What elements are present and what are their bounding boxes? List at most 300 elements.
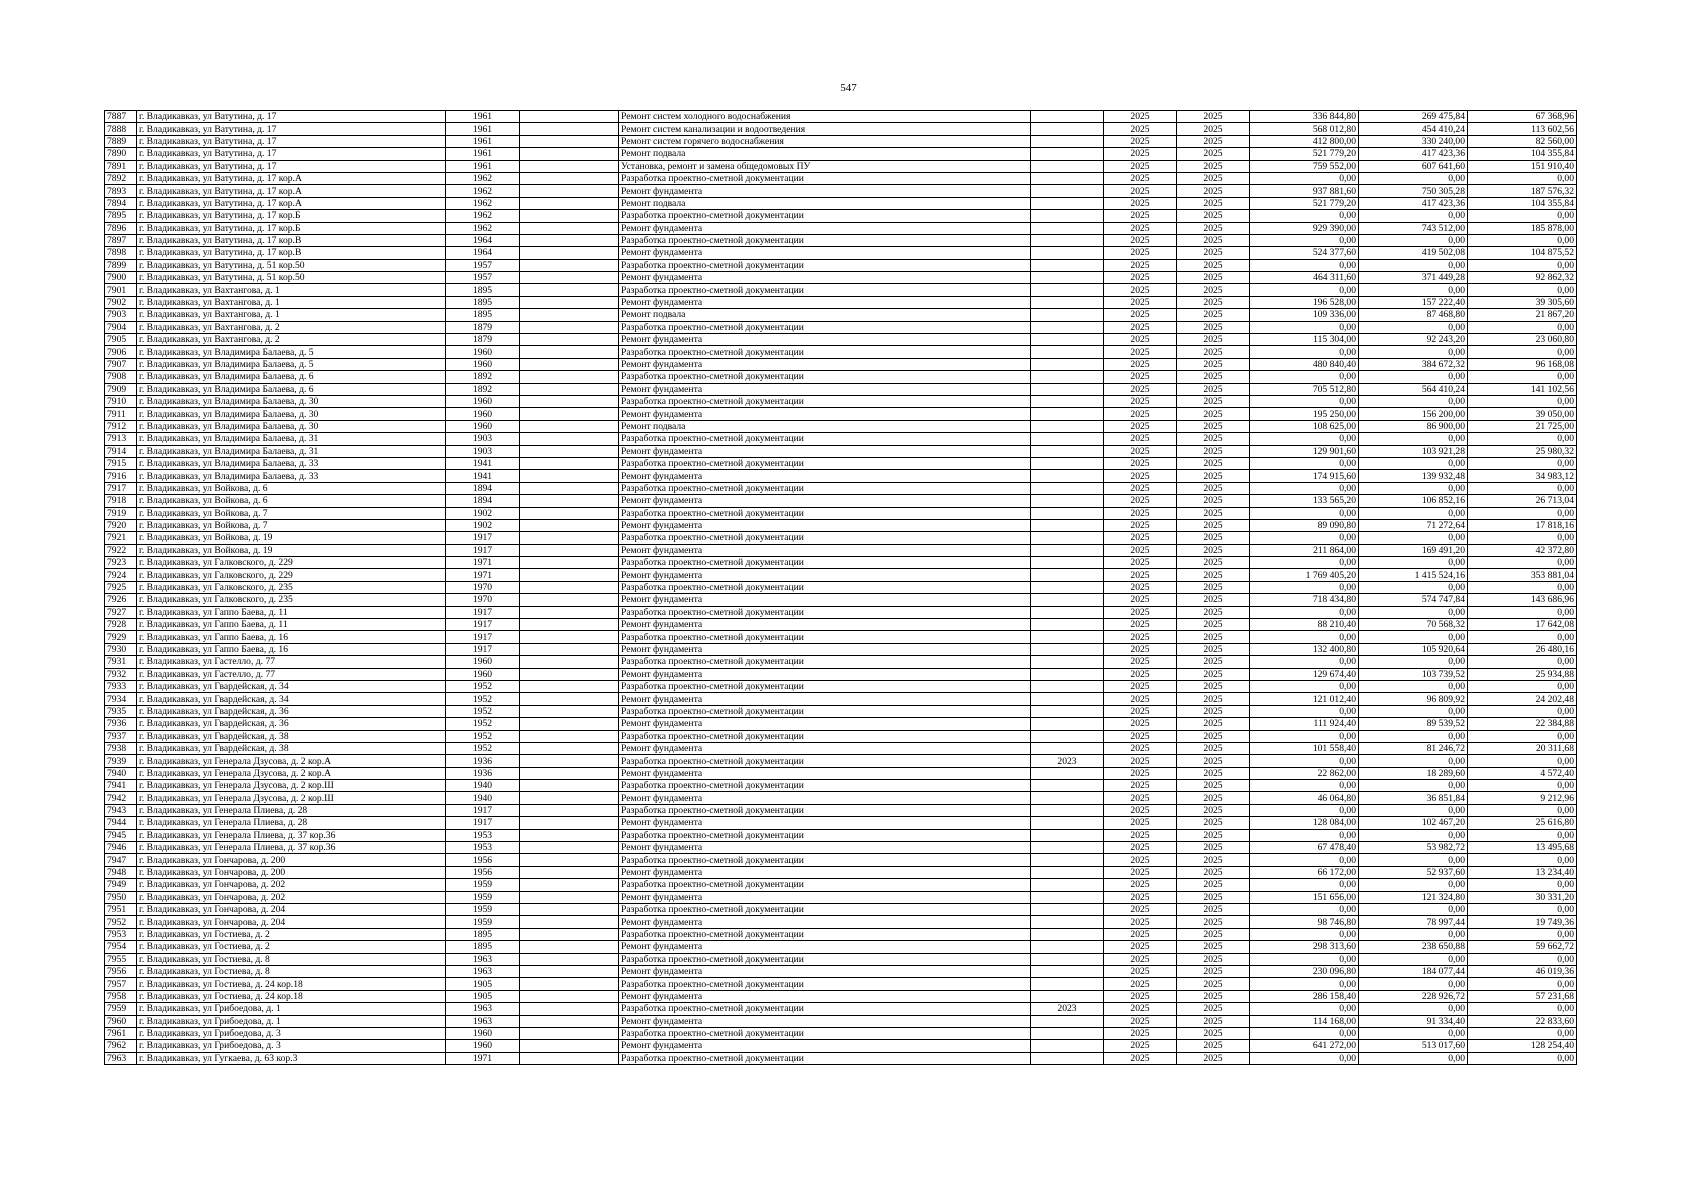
empty-cell [520,879,619,891]
end-year-cell: 2025 [1177,656,1250,668]
table-row [105,185,1577,197]
owner-cost-cell: 0,00 [1468,1003,1577,1015]
fund-cost-cell: 750 305,28 [1359,185,1468,197]
work-type-cell: Ремонт фундамента [619,643,1031,655]
owner-cost-cell: 24 202,48 [1468,693,1577,705]
end-year-cell: 2025 [1177,309,1250,321]
end-year-cell: 2025 [1177,495,1250,507]
address-cell: г. Владикавказ, ул Гостиева, д. 8 [137,953,446,965]
empty-cell [520,148,619,160]
build-year-cell: 1895 [446,928,520,940]
row-number: 7946 [105,842,137,854]
owner-cost-cell: 34 983,12 [1468,470,1577,482]
end-year-cell: 2025 [1177,296,1250,308]
address-cell: г. Владикавказ, ул Грибоедова, д. 1 [137,1015,446,1027]
start-year-cell: 2025 [1104,457,1177,469]
row-number: 7955 [105,953,137,965]
build-year-cell: 1960 [446,668,520,680]
start-year-cell: 2025 [1104,643,1177,655]
row-number: 7934 [105,693,137,705]
row-number: 7917 [105,482,137,494]
plan-year-cell [1031,222,1104,234]
fund-cost-cell: 0,00 [1359,680,1468,692]
table-row [105,247,1577,259]
end-year-cell: 2025 [1177,829,1250,841]
end-year-cell: 2025 [1177,247,1250,259]
plan-year-cell [1031,619,1104,631]
plan-year-cell [1031,519,1104,531]
owner-cost-cell: 143 686,96 [1468,594,1577,606]
fund-cost-cell: 564 410,24 [1359,383,1468,395]
work-type-cell: Ремонт фундамента [619,408,1031,420]
plan-year-cell: 2023 [1031,1003,1104,1015]
work-type-cell: Разработка проектно-сметной документации [619,953,1031,965]
fund-cost-cell: 71 272,64 [1359,519,1468,531]
total-cost-cell: 111 924,40 [1250,718,1359,730]
fund-cost-cell: 81 246,72 [1359,742,1468,754]
empty-cell [520,953,619,965]
fund-cost-cell: 0,00 [1359,172,1468,184]
address-cell: г. Владикавказ, ул Гвардейская, д. 34 [137,693,446,705]
fund-cost-cell: 371 449,28 [1359,272,1468,284]
total-cost-cell: 521 779,20 [1250,197,1359,209]
empty-cell [520,495,619,507]
empty-cell [520,111,619,123]
build-year-cell: 1879 [446,321,520,333]
end-year-cell: 2025 [1177,346,1250,358]
table-row [105,817,1577,829]
work-type-cell: Разработка проектно-сметной документации [619,395,1031,407]
owner-cost-cell: 30 331,20 [1468,891,1577,903]
row-number: 7945 [105,829,137,841]
address-cell: г. Владикавказ, ул Ватутина, д. 17 кор.Б [137,210,446,222]
start-year-cell: 2025 [1104,111,1177,123]
start-year-cell: 2025 [1104,804,1177,816]
owner-cost-cell: 0,00 [1468,259,1577,271]
work-type-cell: Ремонт фундамента [619,569,1031,581]
owner-cost-cell: 141 102,56 [1468,383,1577,395]
plan-year-cell [1031,718,1104,730]
end-year-cell: 2025 [1177,420,1250,432]
row-number: 7929 [105,631,137,643]
row-number: 7952 [105,916,137,928]
build-year-cell: 1895 [446,296,520,308]
plan-year-cell [1031,457,1104,469]
build-year-cell: 1941 [446,470,520,482]
work-type-cell: Разработка проектно-сметной документации [619,755,1031,767]
start-year-cell: 2025 [1104,296,1177,308]
total-cost-cell: 0,00 [1250,433,1359,445]
address-cell: г. Владикавказ, ул Гастелло, д. 77 [137,656,446,668]
work-type-cell: Разработка проектно-сметной документации [619,457,1031,469]
end-year-cell: 2025 [1177,222,1250,234]
end-year-cell: 2025 [1177,928,1250,940]
plan-year-cell [1031,817,1104,829]
owner-cost-cell: 0,00 [1468,371,1577,383]
fund-cost-cell: 0,00 [1359,804,1468,816]
plan-year-cell [1031,866,1104,878]
start-year-cell: 2025 [1104,420,1177,432]
build-year-cell: 1959 [446,879,520,891]
build-year-cell: 1961 [446,148,520,160]
row-number: 7931 [105,656,137,668]
start-year-cell: 2025 [1104,247,1177,259]
build-year-cell: 1952 [446,742,520,754]
total-cost-cell: 0,00 [1250,557,1359,569]
empty-cell [520,222,619,234]
build-year-cell: 1960 [446,1040,520,1052]
work-type-cell: Ремонт фундамента [619,792,1031,804]
empty-cell [520,891,619,903]
total-cost-cell: 211 864,00 [1250,544,1359,556]
fund-cost-cell: 1 415 524,16 [1359,569,1468,581]
empty-cell [520,309,619,321]
owner-cost-cell: 0,00 [1468,346,1577,358]
start-year-cell: 2025 [1104,656,1177,668]
start-year-cell: 2025 [1104,569,1177,581]
fund-cost-cell: 0,00 [1359,532,1468,544]
build-year-cell: 1917 [446,804,520,816]
row-number: 7896 [105,222,137,234]
empty-cell [520,321,619,333]
address-cell: г. Владикавказ, ул Владимира Балаева, д. 5 [137,346,446,358]
empty-cell [520,507,619,519]
plan-year-cell [1031,185,1104,197]
empty-cell [520,656,619,668]
empty-cell [520,594,619,606]
build-year-cell: 1960 [446,1027,520,1039]
total-cost-cell: 129 901,60 [1250,445,1359,457]
plan-year-cell [1031,445,1104,457]
start-year-cell: 2025 [1104,792,1177,804]
work-type-cell: Разработка проектно-сметной документации [619,532,1031,544]
table-row [105,272,1577,284]
row-number: 7889 [105,135,137,147]
plan-year-cell [1031,247,1104,259]
end-year-cell: 2025 [1177,557,1250,569]
empty-cell [520,1015,619,1027]
build-year-cell: 1952 [446,680,520,692]
start-year-cell: 2025 [1104,433,1177,445]
table-row [105,172,1577,184]
fund-cost-cell: 0,00 [1359,482,1468,494]
plan-year-cell [1031,879,1104,891]
total-cost-cell: 0,00 [1250,234,1359,246]
total-cost-cell: 101 558,40 [1250,742,1359,754]
fund-cost-cell: 0,00 [1359,705,1468,717]
total-cost-cell: 336 844,80 [1250,111,1359,123]
row-number: 7914 [105,445,137,457]
owner-cost-cell: 42 372,80 [1468,544,1577,556]
fund-cost-cell: 0,00 [1359,284,1468,296]
fund-cost-cell: 0,00 [1359,234,1468,246]
build-year-cell: 1917 [446,544,520,556]
empty-cell [520,730,619,742]
build-year-cell: 1917 [446,532,520,544]
row-number: 7958 [105,990,137,1002]
table-row [105,457,1577,469]
work-type-cell: Разработка проектно-сметной документации [619,581,1031,593]
fund-cost-cell: 102 467,20 [1359,817,1468,829]
owner-cost-cell: 0,00 [1468,1027,1577,1039]
fund-cost-cell: 0,00 [1359,395,1468,407]
address-cell: г. Владикавказ, ул Владимира Балаева, д. 30 [137,395,446,407]
empty-cell [520,210,619,222]
work-type-cell: Ремонт фундамента [619,742,1031,754]
owner-cost-cell: 25 616,80 [1468,817,1577,829]
plan-year-cell [1031,854,1104,866]
build-year-cell: 1960 [446,420,520,432]
owner-cost-cell: 0,00 [1468,780,1577,792]
total-cost-cell: 412 800,00 [1250,135,1359,147]
total-cost-cell: 0,00 [1250,680,1359,692]
end-year-cell: 2025 [1177,172,1250,184]
plan-year-cell [1031,532,1104,544]
build-year-cell: 1905 [446,990,520,1002]
start-year-cell: 2025 [1104,371,1177,383]
build-year-cell: 1957 [446,272,520,284]
build-year-cell: 1960 [446,656,520,668]
empty-cell [520,792,619,804]
start-year-cell: 2025 [1104,383,1177,395]
address-cell: г. Владикавказ, ул Гаппо Баева, д. 16 [137,643,446,655]
end-year-cell: 2025 [1177,358,1250,370]
fund-cost-cell: 53 982,72 [1359,842,1468,854]
work-type-cell: Ремонт систем горячего водоснабжения [619,135,1031,147]
owner-cost-cell: 0,00 [1468,978,1577,990]
owner-cost-cell: 113 602,56 [1468,123,1577,135]
plan-year-cell [1031,1027,1104,1039]
total-cost-cell: 121 012,40 [1250,693,1359,705]
total-cost-cell: 0,00 [1250,854,1359,866]
owner-cost-cell: 82 560,00 [1468,135,1577,147]
address-cell: г. Владикавказ, ул Грибоедова, д. 3 [137,1027,446,1039]
build-year-cell: 1902 [446,519,520,531]
empty-cell [520,234,619,246]
row-number: 7887 [105,111,137,123]
empty-cell [520,631,619,643]
row-number: 7911 [105,408,137,420]
start-year-cell: 2025 [1104,718,1177,730]
row-number: 7912 [105,420,137,432]
plan-year-cell [1031,197,1104,209]
empty-cell [520,817,619,829]
work-type-cell: Разработка проектно-сметной документации [619,904,1031,916]
table-row [105,978,1577,990]
end-year-cell: 2025 [1177,482,1250,494]
table-row [105,569,1577,581]
table-row [105,346,1577,358]
table-row [105,420,1577,432]
plan-year-cell [1031,1015,1104,1027]
owner-cost-cell: 0,00 [1468,234,1577,246]
start-year-cell: 2025 [1104,668,1177,680]
work-type-cell: Разработка проектно-сметной документации [619,321,1031,333]
row-number: 7960 [105,1015,137,1027]
build-year-cell: 1894 [446,495,520,507]
table-row [105,482,1577,494]
start-year-cell: 2025 [1104,755,1177,767]
page-number: 547 [840,82,857,94]
plan-year-cell [1031,792,1104,804]
build-year-cell: 1964 [446,234,520,246]
build-year-cell: 1962 [446,210,520,222]
empty-cell [520,941,619,953]
empty-cell [520,334,619,346]
end-year-cell: 2025 [1177,135,1250,147]
plan-year-cell [1031,433,1104,445]
plan-year-cell [1031,309,1104,321]
total-cost-cell: 0,00 [1250,321,1359,333]
plan-year-cell [1031,172,1104,184]
work-type-cell: Ремонт фундамента [619,445,1031,457]
start-year-cell: 2025 [1104,581,1177,593]
plan-year-cell [1031,123,1104,135]
table-row [105,197,1577,209]
table-row [105,916,1577,928]
work-type-cell: Разработка проектно-сметной документации [619,172,1031,184]
table-row [105,718,1577,730]
end-year-cell: 2025 [1177,705,1250,717]
end-year-cell: 2025 [1177,680,1250,692]
address-cell: г. Владикавказ, ул Гаппо Баева, д. 11 [137,619,446,631]
address-cell: г. Владикавказ, ул Генерала Дзусова, д. 2 кор.А [137,755,446,767]
owner-cost-cell: 0,00 [1468,1052,1577,1064]
table-row [105,581,1577,593]
row-number: 7949 [105,879,137,891]
total-cost-cell: 0,00 [1250,507,1359,519]
empty-cell [520,1052,619,1064]
plan-year-cell [1031,953,1104,965]
end-year-cell: 2025 [1177,594,1250,606]
end-year-cell: 2025 [1177,643,1250,655]
build-year-cell: 1963 [446,1003,520,1015]
start-year-cell: 2025 [1104,544,1177,556]
empty-cell [520,544,619,556]
owner-cost-cell: 22 833,60 [1468,1015,1577,1027]
row-number: 7890 [105,148,137,160]
total-cost-cell: 0,00 [1250,172,1359,184]
end-year-cell: 2025 [1177,532,1250,544]
build-year-cell: 1917 [446,631,520,643]
plan-year-cell [1031,395,1104,407]
work-type-cell: Разработка проектно-сметной документации [619,433,1031,445]
work-type-cell: Ремонт фундамента [619,767,1031,779]
work-type-cell: Ремонт фундамента [619,965,1031,977]
owner-cost-cell: 13 495,68 [1468,842,1577,854]
fund-cost-cell: 269 475,84 [1359,111,1468,123]
address-cell: г. Владикавказ, ул Галковского, д. 235 [137,581,446,593]
fund-cost-cell: 0,00 [1359,656,1468,668]
total-cost-cell: 0,00 [1250,606,1359,618]
end-year-cell: 2025 [1177,668,1250,680]
total-cost-cell: 1 769 405,20 [1250,569,1359,581]
start-year-cell: 2025 [1104,222,1177,234]
start-year-cell: 2025 [1104,309,1177,321]
start-year-cell: 2025 [1104,1015,1177,1027]
fund-cost-cell: 454 410,24 [1359,123,1468,135]
fund-cost-cell: 0,00 [1359,557,1468,569]
total-cost-cell: 524 377,60 [1250,247,1359,259]
start-year-cell: 2025 [1104,532,1177,544]
total-cost-cell: 937 881,60 [1250,185,1359,197]
table-row [105,668,1577,680]
build-year-cell: 1940 [446,780,520,792]
empty-cell [520,668,619,680]
fund-cost-cell: 0,00 [1359,581,1468,593]
plan-year-cell [1031,730,1104,742]
total-cost-cell: 89 090,80 [1250,519,1359,531]
owner-cost-cell: 96 168,08 [1468,358,1577,370]
end-year-cell: 2025 [1177,854,1250,866]
owner-cost-cell: 0,00 [1468,557,1577,569]
row-number: 7906 [105,346,137,358]
row-number: 7910 [105,395,137,407]
empty-cell [520,978,619,990]
table-row [105,334,1577,346]
work-type-cell: Ремонт подвала [619,420,1031,432]
work-type-cell: Ремонт фундамента [619,817,1031,829]
fund-cost-cell: 70 568,32 [1359,619,1468,631]
build-year-cell: 1971 [446,557,520,569]
build-year-cell: 1953 [446,829,520,841]
end-year-cell: 2025 [1177,383,1250,395]
start-year-cell: 2025 [1104,395,1177,407]
end-year-cell: 2025 [1177,1003,1250,1015]
plan-year-cell [1031,594,1104,606]
row-number: 7924 [105,569,137,581]
start-year-cell: 2025 [1104,916,1177,928]
table-row [105,606,1577,618]
total-cost-cell: 133 565,20 [1250,495,1359,507]
plan-year-cell [1031,990,1104,1002]
plan-year-cell [1031,111,1104,123]
end-year-cell: 2025 [1177,111,1250,123]
fund-cost-cell: 0,00 [1359,879,1468,891]
row-number: 7895 [105,210,137,222]
end-year-cell: 2025 [1177,904,1250,916]
address-cell: г. Владикавказ, ул Войкова, д. 19 [137,532,446,544]
end-year-cell: 2025 [1177,941,1250,953]
empty-cell [520,928,619,940]
row-number: 7908 [105,371,137,383]
work-type-cell: Ремонт фундамента [619,495,1031,507]
end-year-cell: 2025 [1177,259,1250,271]
row-number: 7962 [105,1040,137,1052]
start-year-cell: 2025 [1104,358,1177,370]
total-cost-cell: 718 434,80 [1250,594,1359,606]
fund-cost-cell: 0,00 [1359,928,1468,940]
empty-cell [520,904,619,916]
row-number: 7950 [105,891,137,903]
work-type-cell: Ремонт фундамента [619,619,1031,631]
table-row [105,433,1577,445]
start-year-cell: 2025 [1104,965,1177,977]
row-number: 7923 [105,557,137,569]
plan-year-cell [1031,928,1104,940]
plan-year-cell [1031,259,1104,271]
fund-cost-cell: 169 491,20 [1359,544,1468,556]
fund-cost-cell: 78 997,44 [1359,916,1468,928]
address-cell: г. Владикавказ, ул Вахтангова, д. 1 [137,284,446,296]
fund-cost-cell: 0,00 [1359,1052,1468,1064]
row-number: 7957 [105,978,137,990]
end-year-cell: 2025 [1177,606,1250,618]
row-number: 7928 [105,619,137,631]
work-type-cell: Ремонт фундамента [619,866,1031,878]
work-type-cell: Ремонт фундамента [619,334,1031,346]
fund-cost-cell: 0,00 [1359,371,1468,383]
